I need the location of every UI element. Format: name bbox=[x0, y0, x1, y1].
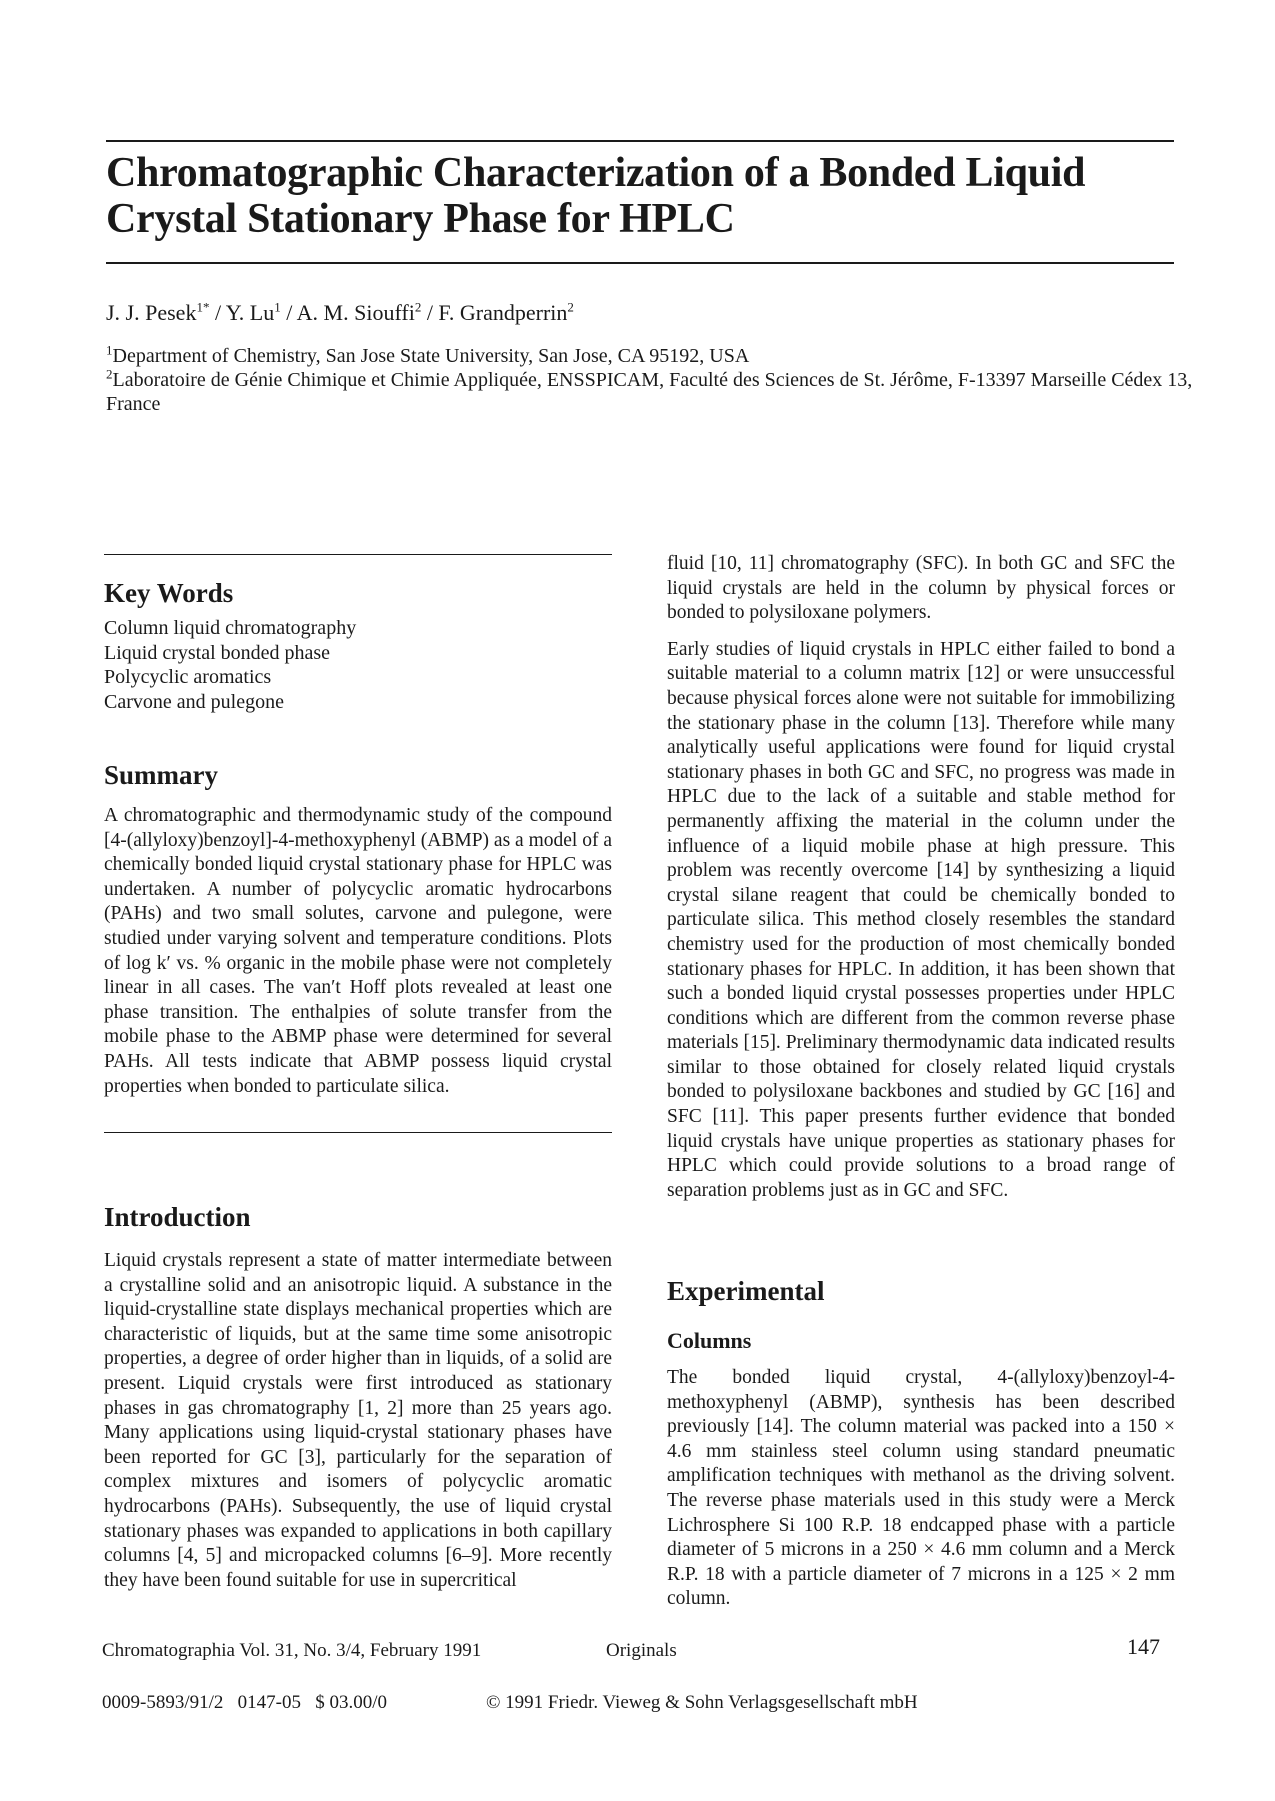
affiliation-2-text: Laboratoire de Génie Chimique et Chimie Appliquée, ENSSPICAM, Faculté des Sciences de St. Jérôme, F-13397 Marseille Cédex 13, France bbox=[106, 369, 1193, 415]
author-4-sup: 2 bbox=[567, 299, 574, 315]
summary-text-block bbox=[104, 804, 612, 1099]
author-line bbox=[106, 300, 574, 326]
author-2: / Y. Lu bbox=[209, 300, 275, 325]
experimental-heading: Experimental bbox=[667, 1276, 825, 1306]
footer-code: 0009-5893/91/2 0147-05 $ 03.00/0 bbox=[102, 1692, 387, 1713]
title-top-rule bbox=[106, 140, 1174, 142]
footer-journal: Chromatographia Vol. 31, No. 3/4, February 1991 bbox=[102, 1640, 482, 1661]
summary-bottom-rule bbox=[104, 1132, 612, 1133]
keyword-item: Polycyclic aromatics bbox=[104, 666, 272, 688]
keyword-item: Liquid crystal bonded phase bbox=[104, 641, 331, 664]
footer-page-number: 147 bbox=[1127, 1634, 1160, 1659]
experimental-paragraph-1: The bonded liquid crystal, 4-(allyloxy)benzoyl-4-methoxyphenyl (ABMP), synthesis has been described previously [14]. The column material was packed into a 150 × 4.6 mm stainless steel column using standard pneumatic amplification techniques with methanol as the driving solvent. The reverse phase materials used in this study were a Merck Lichrosphere Si 100 R.P. 18 endcapped phase with a particle diameter of 5 microns in a 250 × 4.6 mm column and a Merck R.P. 18 with a particle diameter of 7 microns in a 125 × 2 mm column. bbox=[667, 1367, 1175, 1610]
keywords-top-rule bbox=[104, 554, 612, 555]
footer-section: Originals bbox=[606, 1640, 677, 1661]
affiliation-1 bbox=[106, 344, 1196, 368]
introduction-text-block bbox=[104, 1249, 612, 1593]
author-2-sup: 1 bbox=[274, 299, 281, 315]
affiliation-1-text: Department of Chemistry, San Jose State University, San Jose, CA 95192, USA bbox=[112, 345, 750, 367]
footer-copyright: © 1991 Friedr. Vieweg & Sohn Verlagsgesellschaft mbH bbox=[486, 1692, 918, 1713]
keyword-item: Column liquid chromatography bbox=[104, 617, 357, 639]
columns-subheading: Columns bbox=[667, 1328, 752, 1353]
author-1: J. J. Pesek bbox=[106, 300, 197, 325]
keywords-list bbox=[104, 616, 356, 714]
author-1-sup: 1* bbox=[196, 299, 210, 315]
experimental-text-block bbox=[667, 1366, 1175, 1612]
author-4: / F. Grandperrin bbox=[421, 300, 568, 325]
paper-title: Chromatographic Characterization of a Bonded Liquid Crystal Stationary Phase for HPLC bbox=[106, 150, 1086, 242]
right-column-text-block bbox=[667, 552, 1175, 1203]
introduction-heading: Introduction bbox=[104, 1202, 251, 1232]
keyword-item: Carvone and pulegone bbox=[104, 690, 284, 713]
summary-paragraph: A chromatographic and thermodynamic study of the compound [4-(allyloxy)benzoyl]-4-methoxyphenyl (ABMP) as a model of a chemically bonded liquid crystal stationary phase for HPLC was undertaken. A number of polycyclic aromatic hydrocarbons (PAHs) and two small solutes, carvone and pulegone, were studied under varying solvent and temperature conditions. Plots of log k′ vs. % organic in the mobile phase were not completely linear in all cases. The van′t Hoff plots revealed at least one phase transition. The enthalpies of solute transfer from the mobile phase to the ABMP phase were determined for several PAHs. All tests indicate that ABMP possess liquid crystal properties when bonded to particulate silica. bbox=[104, 805, 612, 1097]
introduction-paragraph-2: Early studies of liquid crystals in HPLC either failed to bond a suitable material to a column matrix [12] or were unsuccessful because physical forces alone were not suitable for immobilizing the stationary phase in the column [13]. Therefore while many analytically useful applications were found for liquid crystal stationary phases in both GC and SFC, no progress was made in HPLC due to the lack of a suitable and stable method for permanently affixing the material in the column under the influence of a liquid mobile phase at high pressure. This problem was recently overcome [14] by synthesizing a liquid crystal silane reagent that could be chemically bonded to particulate silica. This method closely resembles the standard chemistry used for the production of most chemically bonded stationary phases for HPLC. In addition, it has been shown that such a bonded liquid crystal possesses properties under HPLC conditions which are different from the common reverse phase materials [15]. Preliminary thermodynamic data indicated results similar to those obtained for closely related liquid crystals bonded to polysiloxane backbones and studied by GC [16] and SFC [11]. This paper presents further evidence that bonded liquid crystals have unique properties as stationary phases for HPLC which could provide solutions to a broad range of separation problems just as in GC and SFC. bbox=[667, 638, 1175, 1201]
affiliation-2 bbox=[106, 368, 1196, 416]
affiliation-2-sup: 2 bbox=[106, 366, 113, 382]
author-3-sup: 2 bbox=[414, 299, 422, 315]
title-bottom-rule bbox=[106, 262, 1174, 264]
affiliation-1-sup: 1 bbox=[106, 342, 113, 358]
summary-heading: Summary bbox=[104, 760, 218, 790]
keywords-heading: Key Words bbox=[104, 578, 234, 608]
author-3: / A. M. Siouffi bbox=[280, 300, 415, 325]
introduction-paragraph-1: Liquid crystals represent a state of matter intermediate between a crystalline solid and an anisotropic liquid. A substance in the liquid-crystalline state displays mechanical properties which are characteristic of liquids, but at the same time some anisotropic properties, a degree of order higher than in liquids, of a solid are present. Liquid crystals were first introduced as stationary phases in gas chromatography [1, 2] more than 25 years ago. Many applications using liquid-crystal stationary phases have been reported for GC [3], particularly for the separation of complex mixtures and isomers of polycyclic aromatic hydrocarbons (PAHs). Subsequently, the use of liquid crystal stationary phases was expanded to applications in both capillary columns [4, 5] and micropacked columns [6–9]. More recently they have been found suitable for use in supercritical bbox=[104, 1250, 612, 1591]
introduction-paragraph-1-continued: fluid [10, 11] chromatography (SFC). In both GC and SFC the liquid crystals are held in the column by physical forces or bonded to polysiloxane polymers. bbox=[667, 553, 1175, 624]
